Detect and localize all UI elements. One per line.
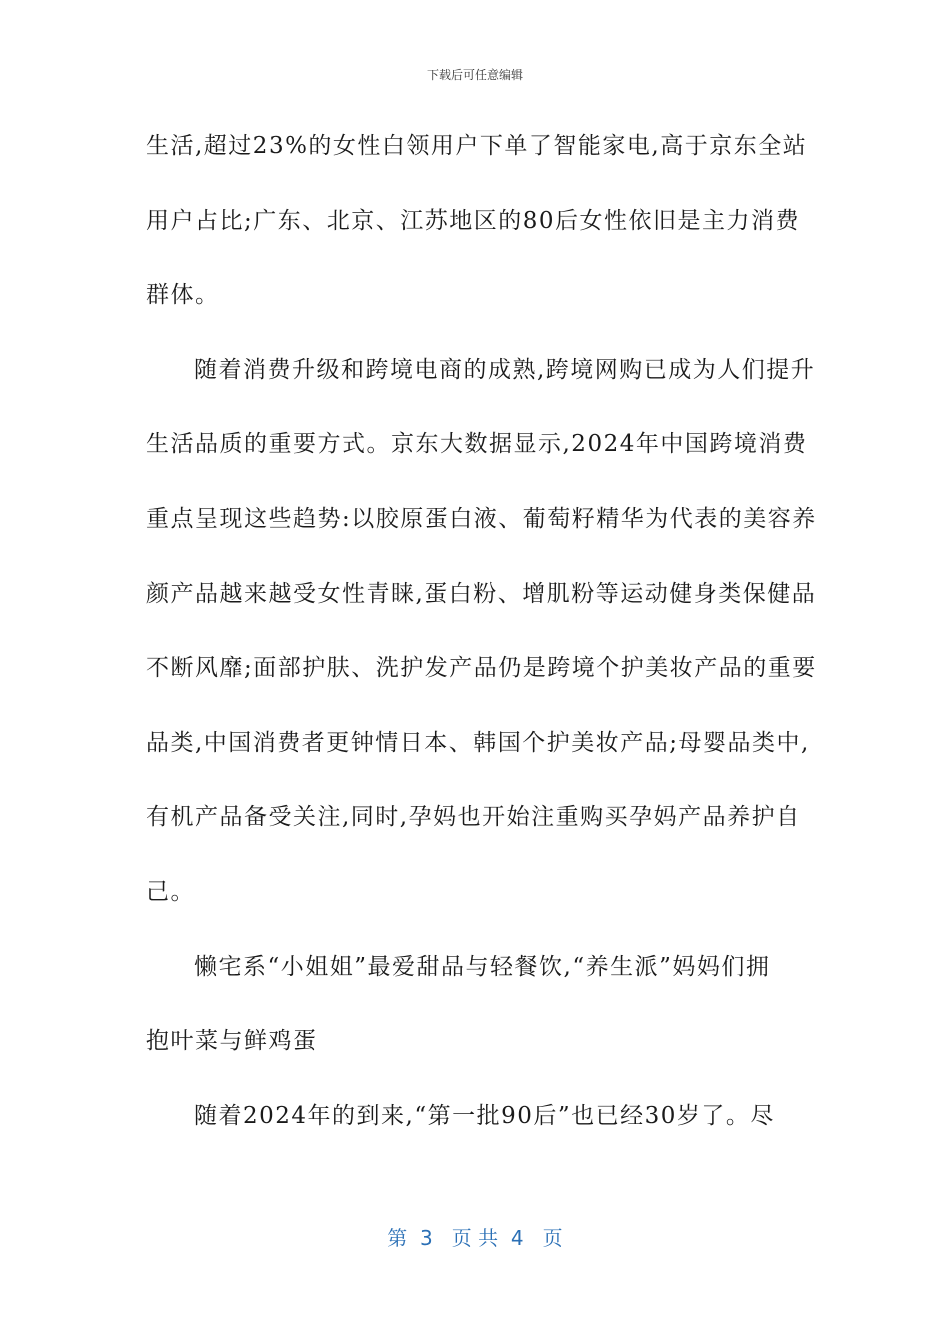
body-line: 有机产品备受关注,同时,孕妈也开始注重购买孕妈产品养护自: [146, 804, 801, 831]
body-line: 生活品质的重要方式。京东大数据显示,2024年中国跨境消费: [146, 431, 808, 458]
body-line: 己。: [146, 878, 195, 905]
section-heading-line: 懒宅系“小姐姐”最爱甜品与轻餐饮,“养生派”妈妈们拥: [194, 953, 771, 980]
body-line: 颜产品越来越受女性青睐,蛋白粉、增肌粉等运动健身类保健品: [146, 580, 817, 607]
document-body: [146, 120, 817, 1164]
body-line: 品类,中国消费者更钟情日本、韩国个护美妆产品;母婴品类中,: [146, 729, 810, 756]
paragraph-first-line: 随着消费升级和跨境电商的成熟,跨境网购已成为人们提升: [194, 356, 816, 383]
body-line: 不断风靡;面部护肤、洗护发产品仍是跨境个护美妆产品的重要: [146, 655, 817, 682]
body-line: 群体。: [146, 282, 220, 309]
page-header: 下载后可任意编辑: [426, 68, 523, 82]
page-number-footer: 第 3 页 共 4 页: [387, 1226, 563, 1250]
body-line: 重点呈现这些趋势:以胶原蛋白液、葡萄籽精华为代表的美容养: [146, 505, 817, 532]
section-heading-line: 抱叶菜与鲜鸡蛋: [146, 1028, 318, 1055]
body-line: 生活,超过23%的女性白领用户下单了智能家电,高于京东全站: [146, 133, 808, 159]
paragraph-first-line: 随着2024年的到来,“第一批90后”也已经30岁了。尽: [194, 1102, 775, 1129]
body-line: 用户占比;广东、北京、江苏地区的80后女性依旧是主力消费: [146, 207, 801, 234]
